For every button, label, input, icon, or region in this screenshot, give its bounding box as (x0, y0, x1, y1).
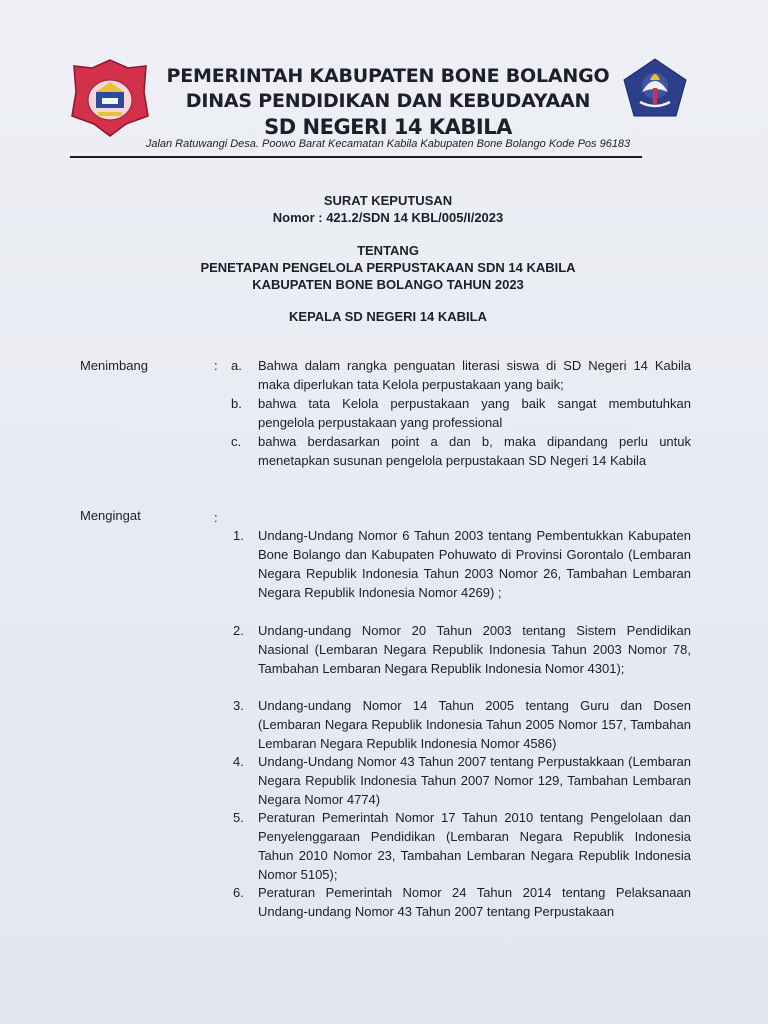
letterhead-divider (70, 156, 642, 158)
mengingat-item (231, 621, 691, 678)
item-text: Undang-undang Nomor 14 Tahun 2005 tentang Guru dan Dosen (Lembaran Negara Republik Indonesia Tahun 2005 Nomor 157, Tambahan Lembaran Negara Republik Indonesia Nomor 4586) (258, 698, 691, 751)
tut-wuri-handayani-icon (622, 58, 688, 122)
item-text: Undang-Undang Nomor 43 Tahun 2007 tentang Perpustakkaan (Lembaran Negara Republik Indonesia Tahun 2007 Nomor 129, Tambahan Lembaran Negara Nomor 4774) (258, 754, 691, 807)
item-text: Undang-Undang Nomor 6 Tahun 2003 tentang Pembentukkan Kabupaten Bone Bolango dan Kabupaten Pohuwato di Provinsi Gorontalo (Lembaran Negara Republik Indonesia Tahun 2003 Nomor 26, Tambahan Lembaran Negara Republik Indonesia Nomor 4269) ; (258, 528, 691, 600)
item-text: bahwa berdasarkan point a dan b, maka dipandang perlu untuk menetapkan susunan pengelola perpustakaan SD Negeri 14 Kabila (258, 434, 691, 468)
letterhead-government: PEMERINTAH KABUPATEN BONE BOLANGO (166, 65, 610, 87)
about-line-1: PENETAPAN PENGELOLA PERPUSTAKAAN SDN 14 KABILA (200, 260, 576, 275)
item-text: bahwa tata Kelola perpustakaan yang baik sangat membutuhkan pengelola perpustakaan yang professional (258, 396, 691, 430)
item-marker: a. (231, 358, 242, 373)
letterhead (150, 64, 626, 141)
item-marker: 2. (233, 623, 244, 638)
item-marker: 1. (233, 528, 244, 543)
item-text: Undang-undang Nomor 20 Tahun 2003 tentang Sistem Pendidikan Nasional (Lembaran Negara Republik Indonesia Tahun 2003 Nomor 78, Tambahan Lembaran Negara Republik Indonesia Nomor 4301); (258, 623, 691, 676)
mengingat-colon: : (214, 510, 218, 525)
about-line-2: KABUPATEN BONE BOLANGO TAHUN 2023 (252, 277, 524, 292)
letterhead-department: DINAS PENDIDIKAN DAN KEBUDAYAAN (185, 90, 591, 112)
menimbang-colon: : (214, 358, 218, 373)
mengingat-item (231, 526, 691, 602)
menimbang-item (231, 432, 691, 470)
item-marker: 6. (233, 885, 244, 900)
mengingat-item (231, 883, 691, 921)
about-label: TENTANG (357, 243, 419, 258)
letterhead-address: Jalan Ratuwangi Desa. Poowo Barat Kecamatan Kabila Kabupaten Bone Bolango Kode Pos 96183 (145, 138, 631, 150)
doc-type: SURAT KEPUTUSAN (323, 193, 453, 208)
item-marker: b. (231, 396, 242, 411)
menimbang-item (231, 356, 691, 394)
menimbang-label: Menimbang (80, 358, 148, 373)
mengingat-label: Mengingat (80, 508, 141, 523)
item-text: Peraturan Pemerintah Nomor 24 Tahun 2014 tentang Pelaksanaan Undang-undang Nomor 43 Tahun 2007 tentang Perpustakaan (258, 885, 691, 919)
doc-number: Nomor : 421.2/SDN 14 KBL/005/I/2023 (272, 210, 504, 225)
item-text: Bahwa dalam rangka penguatan literasi siswa di SD Negeri 14 Kabila maka diperlukan tata Kelola perpustakaan yang baik; (258, 358, 691, 392)
menimbang-item (231, 394, 691, 432)
item-marker: 5. (233, 810, 244, 825)
decree-heading (100, 192, 676, 226)
issuer: KEPALA SD NEGERI 14 KABILA (289, 309, 487, 324)
item-text: Peraturan Pemerintah Nomor 17 Tahun 2010 tentang Pengelolaan dan Penyelenggaraan Pendidikan (Lembaran Negara Republik Indonesia Tahun 2010 Nomor 23, Tambahan Lembaran Negara Republik Indonesia Nomor 5105); (258, 810, 691, 882)
regency-emblem-icon (70, 58, 150, 138)
mengingat-item (231, 696, 691, 753)
letterhead-school: SD NEGERI 14 KABILA (264, 115, 512, 139)
item-marker: 4. (233, 754, 244, 769)
item-marker: c. (231, 434, 242, 449)
item-marker: 3. (233, 698, 244, 713)
decree-subject (100, 242, 676, 293)
mengingat-item (231, 752, 691, 809)
mengingat-item (231, 808, 691, 884)
